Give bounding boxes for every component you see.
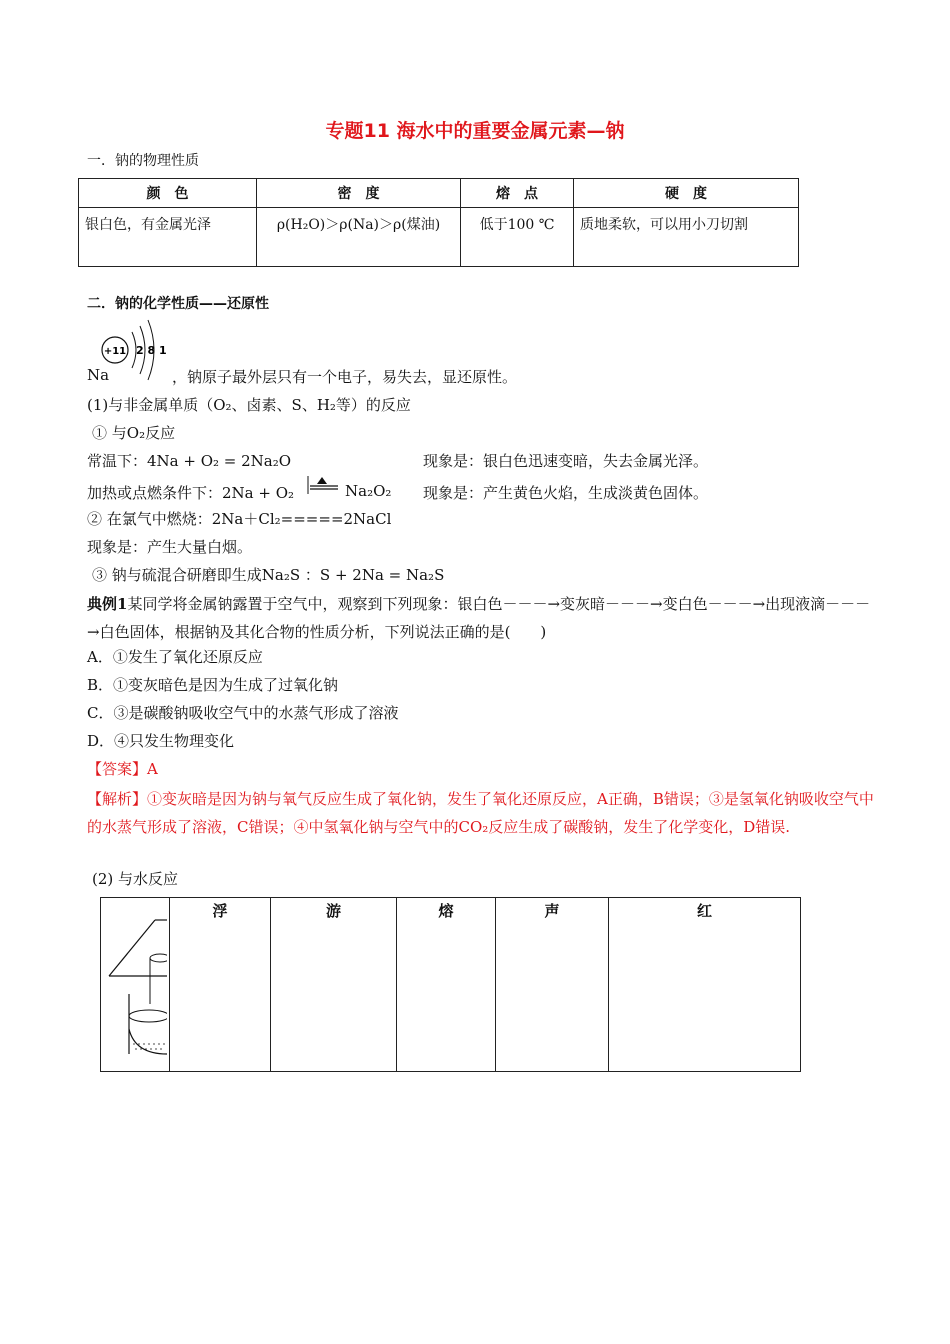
table-header: 熔 点 (461, 179, 574, 208)
table-header: 密 度 (257, 179, 461, 208)
table-cell: 银白色，有金属光泽 (79, 208, 257, 267)
option-a: A．①发生了氧化还原反应 (87, 648, 263, 666)
option-b: B．①变灰暗色是因为生成了过氧化钠 (87, 676, 339, 694)
example-label: 典例1 (87, 595, 128, 613)
phenomenon-room-temp: 现象是：银白色迅速变暗，失去金属光泽。 (423, 452, 709, 470)
beaker-icon (105, 904, 167, 1066)
section-heading-physical: 一．钠的物理性质 (87, 153, 199, 169)
section-heading-chemical: 二．钠的化学性质——还原性 (87, 296, 269, 312)
atom-description: ，钠原子最外层只有一个电子，易失去，显还原性。 (172, 368, 518, 386)
atom-symbol: Na (87, 366, 110, 384)
table-cell: ρ(H₂O)＞ρ(Na)＞ρ(煤油) (257, 208, 461, 267)
reaction-water-heading: (2) 与水反应 (92, 870, 179, 888)
example-question (87, 590, 877, 646)
reaction-heating: 加热或点燃条件下：2Na + O₂ (87, 484, 295, 502)
water-column-swim: 游 (270, 898, 396, 1071)
table-header: 硬 度 (574, 179, 799, 208)
option-c: C．③是碳酸钠吸收空气中的水蒸气形成了溶液 (87, 704, 399, 722)
reaction-o2-heading: ① 与O₂反应 (92, 424, 176, 442)
reaction-sulfur: ③ 钠与硫混合研磨即生成Na₂S ：S + 2Na = Na₂S (92, 566, 445, 584)
table-header: 颜 色 (79, 179, 257, 208)
water-column-float: 浮 (169, 898, 270, 1071)
water-column-sound: 声 (495, 898, 608, 1071)
table-cell: 低于100 ℃ (461, 208, 574, 267)
reaction-heading-1: (1)与非金属单质（O₂、卤素、S、H₂等）的反应 (87, 396, 411, 414)
example-text: 某同学将金属钠露置于空气中，观察到下列现象：银白色－－－→变灰暗－－－→变白色－－－→出现液滴－－－→白色固体，根据钠及其化合物的性质分析，下列说法正确的是( ) (87, 595, 871, 641)
sodium-atom-structure-icon (100, 318, 170, 386)
phenomenon-heating: 现象是：产生黄色火焰，生成淡黄色固体。 (423, 484, 709, 502)
reaction-room-temp: 常温下：4Na + O₂ = 2Na₂O (87, 452, 292, 470)
water-column-melt: 熔 (396, 898, 495, 1071)
nucleus-label: +11 (103, 346, 127, 357)
water-column-red: 红 (608, 898, 800, 1071)
phenomenon-chlorine: 现象是：产生大量白烟。 (87, 538, 253, 556)
reaction-heating-product: Na₂O₂ (345, 482, 392, 500)
physical-properties-table (78, 178, 799, 267)
page-title: 专题11 海水中的重要金属元素—钠 (325, 120, 625, 142)
shell-electrons-label: 2 8 1 (136, 344, 167, 357)
answer: 【答案】A (87, 760, 158, 778)
reaction-chlorine: ② 在氯气中燃烧：2Na＋Cl₂=====2NaCl (87, 510, 392, 528)
table-cell: 质地柔软，可以用小刀切割 (574, 208, 799, 267)
analysis: 【解析】①变灰暗是因为钠与氧气反应生成了氧化钠，发生了氧化还原反应，A正确，B错误；③是氢氧化钠吸收空气中的水蒸气形成了溶液，C错误；④中氢氧化钠与空气中的CO₂反应生成了碳酸钠，发生了化学变化，D错误. (87, 790, 874, 836)
option-d: D．④只发生物理变化 (87, 732, 235, 750)
water-reaction-table (100, 897, 801, 1072)
heating-triangle-icon (306, 474, 340, 496)
